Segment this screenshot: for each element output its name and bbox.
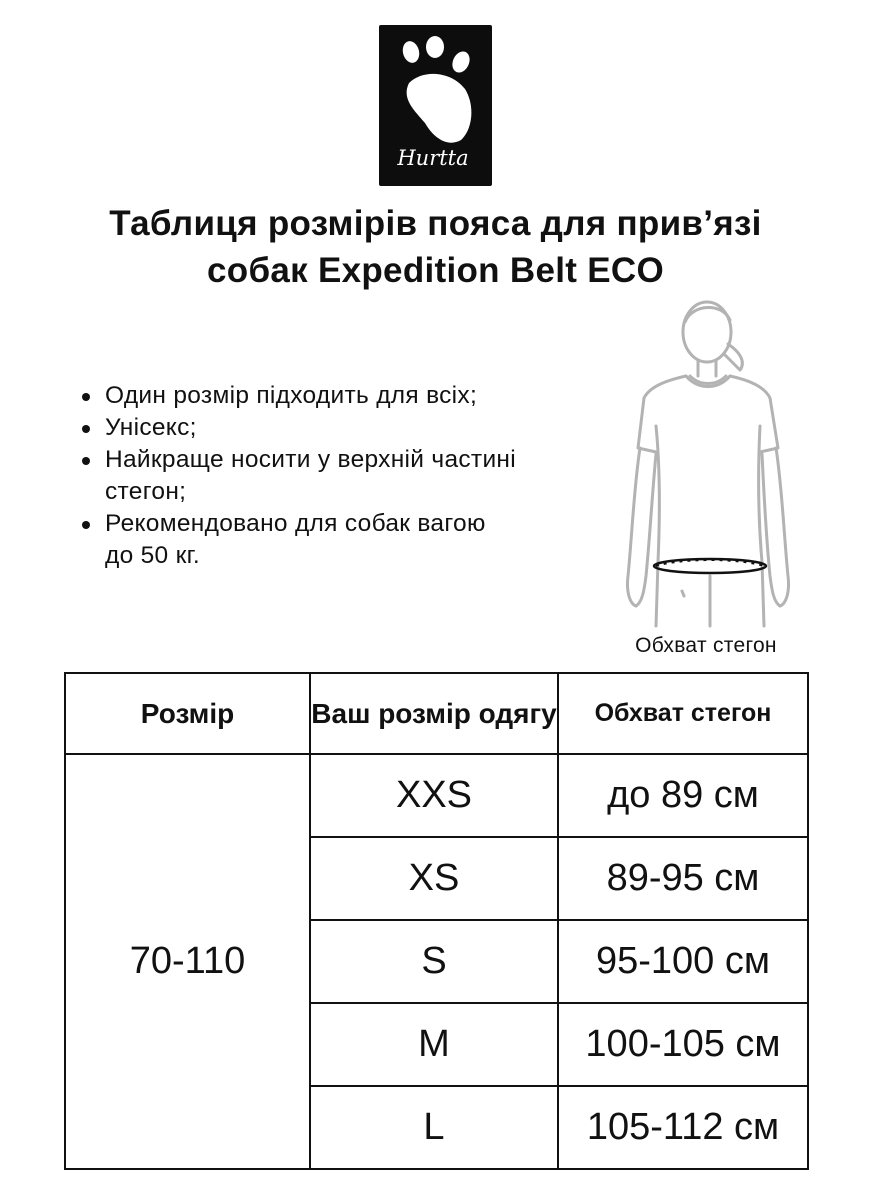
figure-caption: Обхват стегон	[635, 634, 777, 657]
table-row	[65, 754, 808, 837]
clothing-size-cell: M	[310, 1003, 558, 1086]
header-size: Розмір	[65, 673, 310, 754]
paw-logo-icon	[379, 25, 492, 186]
size-value: 70-110	[65, 754, 310, 1169]
title-line-2: собак Expedition Belt ECO	[207, 251, 664, 290]
list-item: Найкраще носити у верхній частині стегон;	[78, 444, 525, 508]
table-header-row	[65, 673, 808, 754]
page-title	[0, 200, 871, 294]
hurtta-logo	[379, 25, 492, 186]
hip-circumference-cell: 95-100 см	[558, 920, 808, 1003]
title-line-1: Таблиця розмірів пояса для прив’язі	[109, 204, 762, 243]
hip-circumference-cell: 100-105 см	[558, 1003, 808, 1086]
list-item: Унісекс;	[78, 412, 598, 444]
clothing-size-cell: XXS	[310, 754, 558, 837]
clothing-size-cell: L	[310, 1086, 558, 1169]
header-clothing-size: Ваш розмір одягу	[310, 673, 558, 754]
logo-wordmark: Hurtta	[397, 146, 469, 170]
clothing-size-cell: S	[310, 920, 558, 1003]
list-item: Рекомендовано для собак вагою до 50 кг.	[78, 508, 505, 572]
woman-outline-icon	[612, 296, 802, 636]
list-item: Один розмір підходить для всіх;	[78, 380, 598, 412]
size-table	[64, 672, 809, 1170]
hip-circumference-cell: до 89 см	[558, 754, 808, 837]
hip-circumference-cell: 89-95 см	[558, 837, 808, 920]
hip-circumference-cell: 105-112 см	[558, 1086, 808, 1169]
feature-list	[78, 380, 598, 572]
header-hip-circumference: Обхват стегон	[558, 673, 808, 754]
clothing-size-cell: XS	[310, 837, 558, 920]
